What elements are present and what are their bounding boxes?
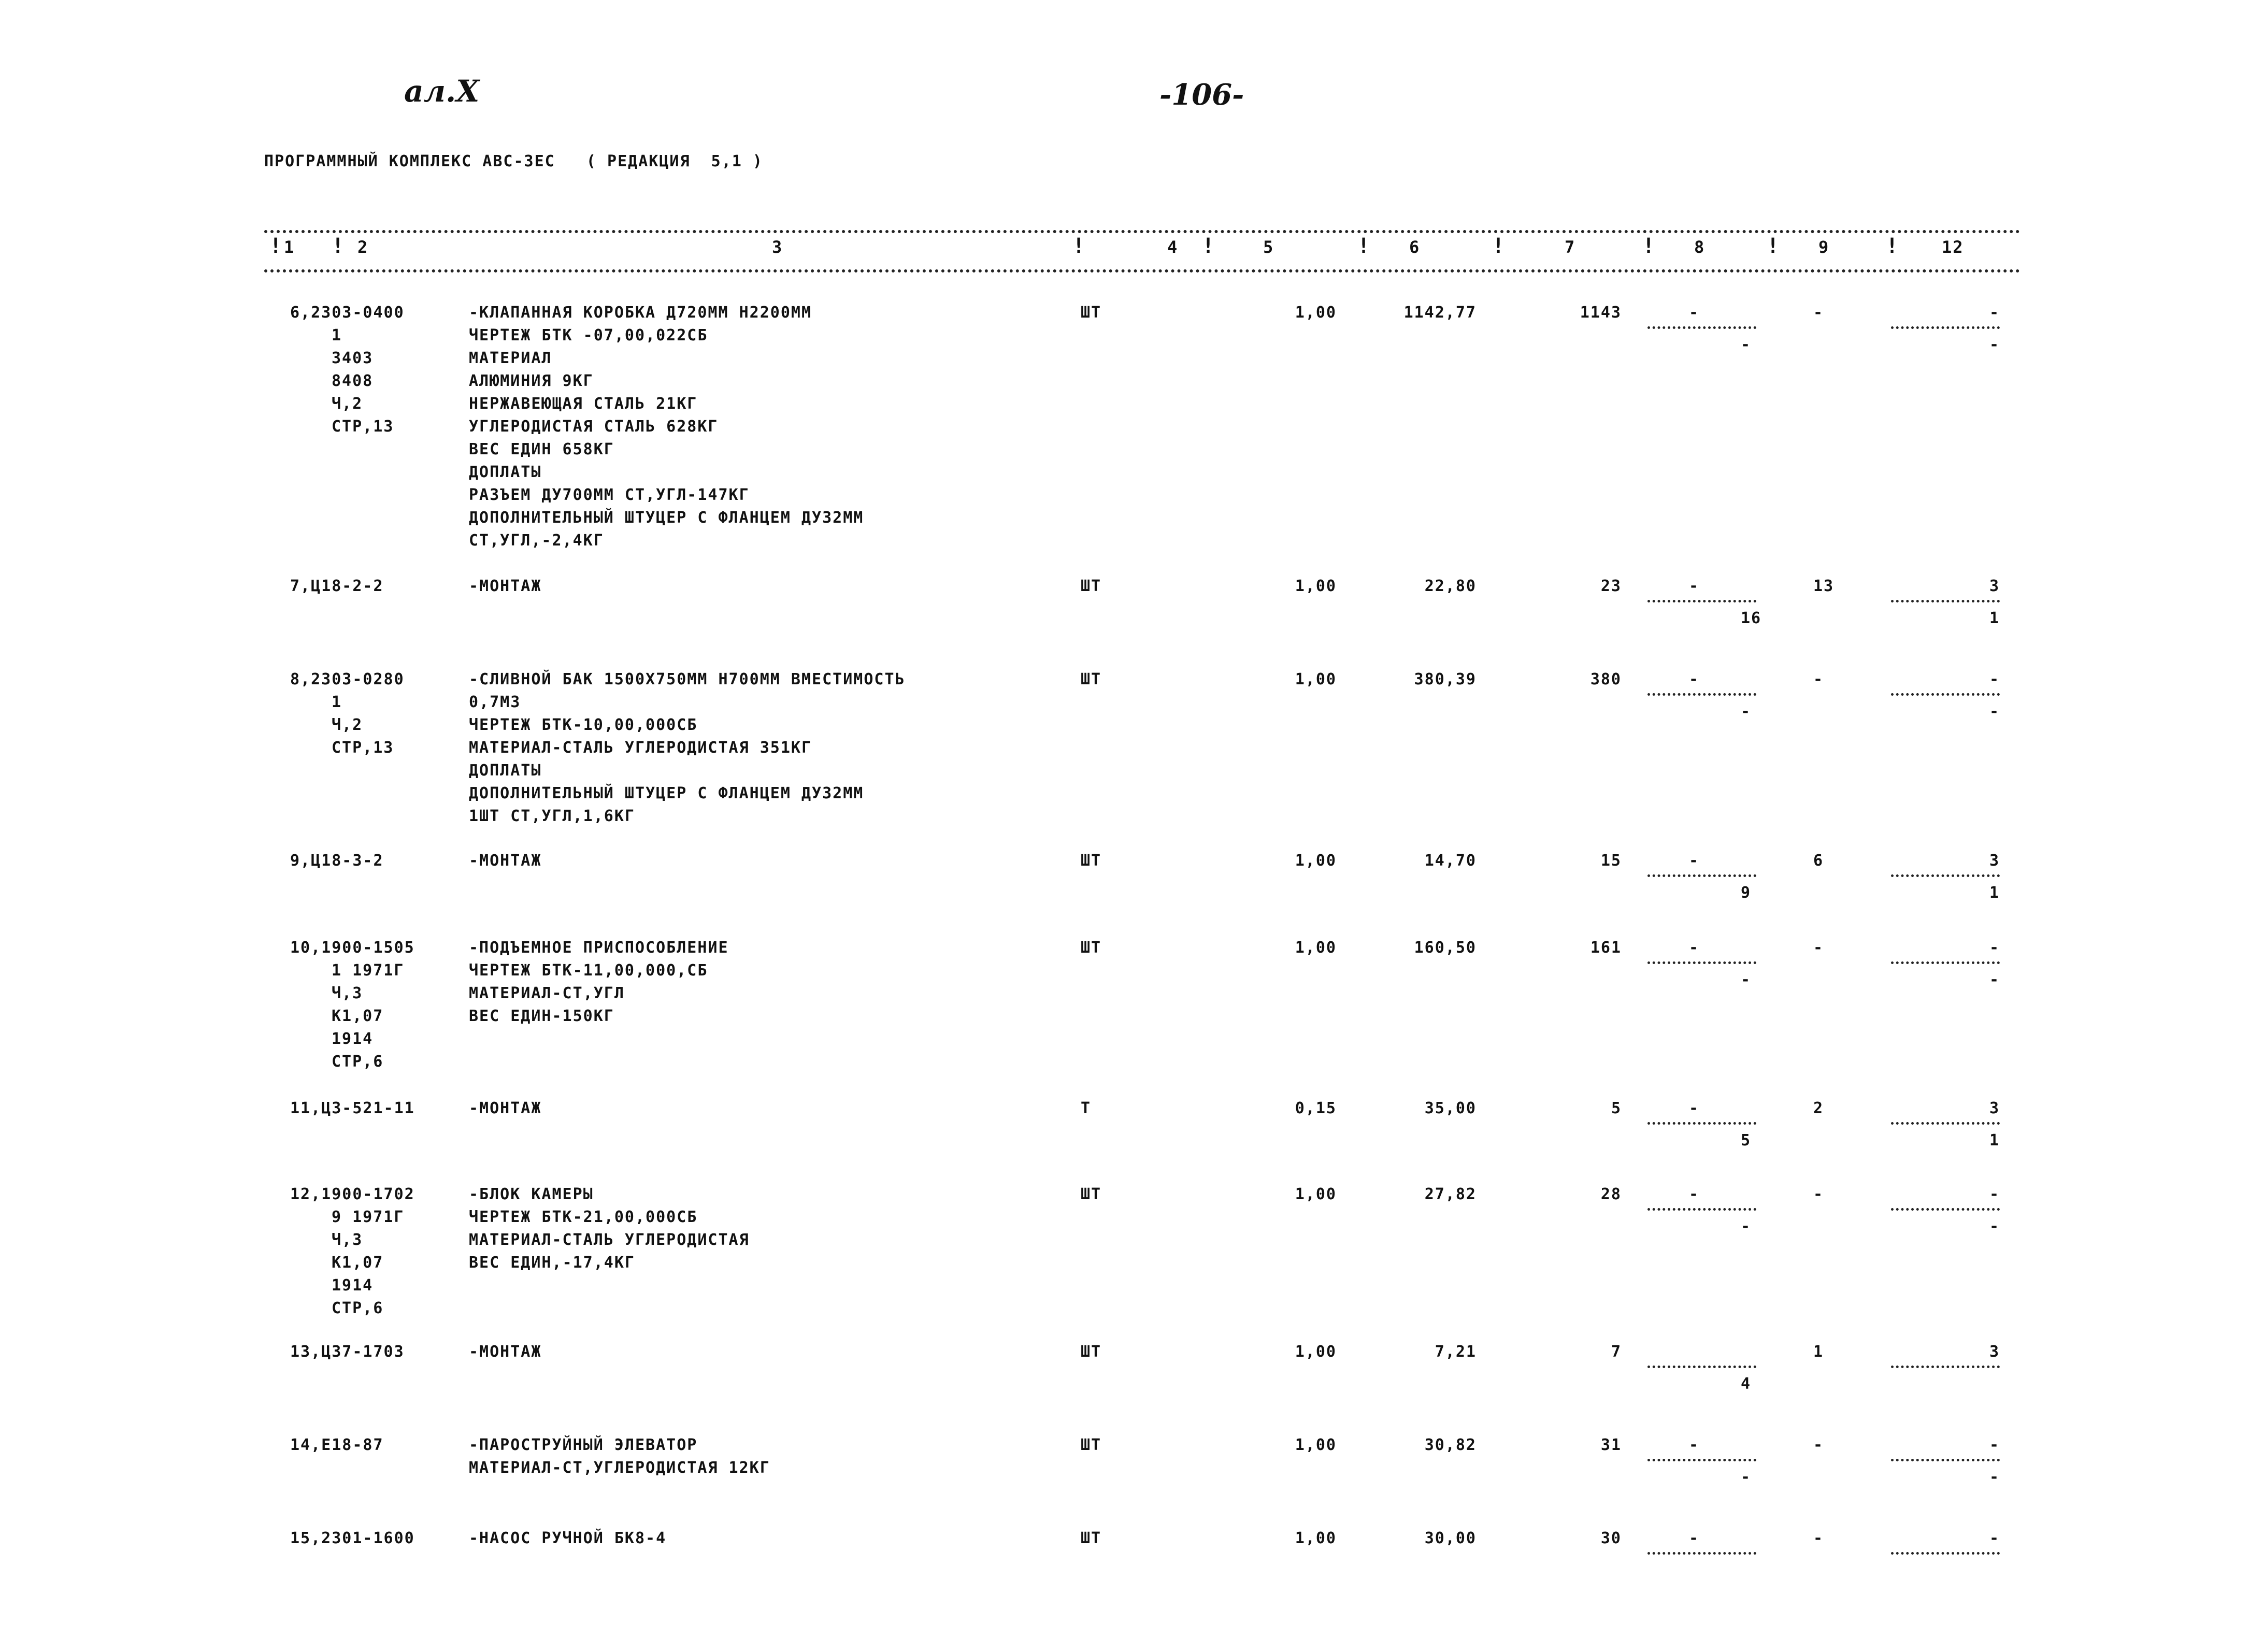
row-sub-ref: К1,07 xyxy=(332,1254,384,1272)
row-description: -КЛАПАННАЯ КОРОБКА Д720ММ Н2200ММ xyxy=(469,304,812,322)
row-col9: - xyxy=(1813,1436,1824,1454)
row-col12-top: 3 xyxy=(1989,852,2000,870)
row-col12-bottom: 1 xyxy=(1989,1131,2000,1150)
row-unit: ШТ xyxy=(1081,577,1102,595)
row-col12-top: - xyxy=(1989,1436,2000,1454)
row-description-line: МАТЕРИАЛ-СТ,УГЛ xyxy=(469,984,625,1002)
row-col8-top: - xyxy=(1689,1185,1700,1203)
row-col8-bottom: 9 xyxy=(1741,884,1752,902)
header-rule-bottom xyxy=(264,269,2021,272)
row-col9: - xyxy=(1813,1185,1824,1203)
fraction-divider xyxy=(1647,1366,1756,1368)
row-description-line: ЧЕРТЕЖ БТК-11,00,000,СБ xyxy=(469,961,708,980)
fraction-divider xyxy=(1647,1459,1756,1461)
row-sub-ref: Ч,3 xyxy=(332,984,363,1002)
fraction-divider xyxy=(1647,1552,1756,1555)
row-col12-bottom: 1 xyxy=(1989,884,2000,902)
row-description-line: ВЕС ЕДИН 658КГ xyxy=(469,440,614,458)
row-price: 30,82 xyxy=(1424,1436,1477,1454)
fraction-divider xyxy=(1647,1208,1756,1211)
header-separator: ! xyxy=(269,234,282,258)
row-unit: ШТ xyxy=(1081,1343,1102,1361)
row-quantity: 1,00 xyxy=(1295,852,1337,870)
program-title: ПРОГРАММНЫЙ КОМПЛЕКС АВС-3ЕС ( РЕДАКЦИЯ 5,1 ) xyxy=(264,152,763,170)
row-code: 7,Ц18-2-2 xyxy=(290,577,384,595)
header-separator: ! xyxy=(1886,234,1899,258)
col-header-6: 6 xyxy=(1409,237,1421,257)
row-total: 7 xyxy=(1611,1343,1622,1361)
row-col8-top: - xyxy=(1689,670,1700,688)
row-total: 5 xyxy=(1611,1099,1622,1117)
row-total: 15 xyxy=(1600,852,1622,870)
fraction-divider xyxy=(1891,1552,2000,1555)
row-description-line: УГЛЕРОДИСТАЯ СТАЛЬ 628КГ xyxy=(469,418,719,436)
row-description-line: СТ,УГЛ,-2,4КГ xyxy=(469,531,604,550)
row-sub-ref: 3403 xyxy=(332,349,374,367)
row-price: 1142,77 xyxy=(1403,304,1477,322)
row-code: 11,Ц3-521-11 xyxy=(290,1099,415,1117)
row-unit: ШТ xyxy=(1081,1436,1102,1454)
row-total: 30 xyxy=(1600,1529,1622,1547)
row-col12-top: - xyxy=(1989,1529,2000,1547)
row-col8-bottom: - xyxy=(1741,702,1752,721)
row-col8-bottom: - xyxy=(1741,971,1752,989)
row-col8-bottom: 16 xyxy=(1741,609,1762,627)
row-description: -БЛОК КАМЕРЫ xyxy=(469,1185,594,1203)
row-total: 31 xyxy=(1600,1436,1622,1454)
row-description: -МОНТАЖ xyxy=(469,1099,542,1117)
row-col9: 1 xyxy=(1813,1343,1824,1361)
row-col8-bottom: 5 xyxy=(1741,1131,1752,1150)
row-price: 22,80 xyxy=(1424,577,1477,595)
row-col8-bottom: 4 xyxy=(1741,1375,1752,1393)
row-description-line: ДОПЛАТЫ xyxy=(469,463,542,481)
fraction-divider xyxy=(1647,961,1756,964)
row-code: 12,1900-1702 xyxy=(290,1185,415,1203)
row-description-line: 1ШТ СТ,УГЛ,1,6КГ xyxy=(469,807,635,825)
row-description-line: ЧЕРТЕЖ БТК-10,00,000СБ xyxy=(469,716,698,734)
row-col8-top: - xyxy=(1689,939,1700,957)
row-col12-top: - xyxy=(1989,670,2000,688)
row-sub-ref: 1 xyxy=(332,693,342,711)
header-separator: ! xyxy=(1202,234,1215,258)
fraction-divider xyxy=(1647,326,1756,329)
row-col9: - xyxy=(1813,670,1824,688)
row-col9: - xyxy=(1813,939,1824,957)
col-header-7: 7 xyxy=(1565,237,1576,257)
row-col12-top: 3 xyxy=(1989,1343,2000,1361)
row-sub-ref: К1,07 xyxy=(332,1007,384,1025)
row-col12-top: 3 xyxy=(1989,577,2000,595)
row-description: -НАСОС РУЧНОЙ БК8-4 xyxy=(469,1529,667,1547)
row-description-line: МАТЕРИАЛ-СТАЛЬ УГЛЕРОДИСТАЯ 351КГ xyxy=(469,739,812,757)
fraction-divider xyxy=(1891,1366,2000,1368)
row-description: -ПОДЪЕМНОЕ ПРИСПОСОБЛЕНИЕ xyxy=(469,939,729,957)
row-col9: 13 xyxy=(1813,577,1835,595)
row-sub-ref: 1 1971Г xyxy=(332,961,405,980)
row-quantity: 1,00 xyxy=(1295,304,1337,322)
row-description-line: ДОПЛАТЫ xyxy=(469,762,542,780)
col-header-5: 5 xyxy=(1263,237,1274,257)
row-description: -МОНТАЖ xyxy=(469,577,542,595)
col-header-12: 12 xyxy=(1942,237,1964,257)
row-code: 14,Е18-87 xyxy=(290,1436,384,1454)
header-rule-top xyxy=(264,230,2021,233)
row-description-line: ВЕС ЕДИН,-17,4КГ xyxy=(469,1254,635,1272)
row-sub-ref: СТР,6 xyxy=(332,1053,384,1071)
row-quantity: 1,00 xyxy=(1295,1529,1337,1547)
row-unit: ШТ xyxy=(1081,670,1102,688)
row-total: 380 xyxy=(1590,670,1622,688)
row-price: 35,00 xyxy=(1424,1099,1477,1117)
row-sub-ref: СТР,13 xyxy=(332,739,394,757)
row-total: 28 xyxy=(1600,1185,1622,1203)
row-description-line: ДОПОЛНИТЕЛЬНЫЙ ШТУЦЕР С ФЛАНЦЕМ ДУ32ММ xyxy=(469,784,864,802)
row-total: 161 xyxy=(1590,939,1622,957)
row-col8-top: - xyxy=(1689,1436,1700,1454)
row-description-line: РАЗЪЕМ ДУ700ММ СТ,УГЛ-147КГ xyxy=(469,486,750,504)
row-unit: Т xyxy=(1081,1099,1092,1117)
fraction-divider xyxy=(1891,961,2000,964)
row-price: 30,00 xyxy=(1424,1529,1477,1547)
margin-note: ал.Х xyxy=(404,74,480,109)
row-col12-bottom: 1 xyxy=(1989,609,2000,627)
row-code: 6,2303-0400 xyxy=(290,304,405,322)
row-total: 23 xyxy=(1600,577,1622,595)
header-separator: ! xyxy=(1492,234,1505,258)
header-separator: ! xyxy=(332,234,345,258)
row-col9: 6 xyxy=(1813,852,1824,870)
col-header-2: 2 xyxy=(357,237,369,257)
col-header-9: 9 xyxy=(1818,237,1830,257)
fraction-divider xyxy=(1891,1208,2000,1211)
fraction-divider xyxy=(1891,693,2000,696)
row-col12-top: 3 xyxy=(1989,1099,2000,1117)
row-col9: 2 xyxy=(1813,1099,1824,1117)
row-unit: ШТ xyxy=(1081,1185,1102,1203)
row-col8-top: - xyxy=(1689,1099,1700,1117)
fraction-divider xyxy=(1891,326,2000,329)
row-price: 14,70 xyxy=(1424,852,1477,870)
row-col12-bottom: - xyxy=(1989,1217,2000,1236)
row-price: 160,50 xyxy=(1414,939,1477,957)
row-quantity: 0,15 xyxy=(1295,1099,1337,1117)
row-code: 15,2301-1600 xyxy=(290,1529,415,1547)
col-header-3: 3 xyxy=(772,237,783,257)
row-quantity: 1,00 xyxy=(1295,1185,1337,1203)
fraction-divider xyxy=(1891,874,2000,877)
fraction-divider xyxy=(1647,874,1756,877)
row-description-line: ЧЕРТЕЖ БТК -07,00,022СБ xyxy=(469,326,708,344)
fraction-divider xyxy=(1647,693,1756,696)
row-sub-ref: 1 xyxy=(332,326,342,344)
row-col8-bottom: - xyxy=(1741,1468,1752,1486)
row-description: -МОНТАЖ xyxy=(469,1343,542,1361)
fraction-divider xyxy=(1891,1459,2000,1461)
row-col8-top: - xyxy=(1689,577,1700,595)
row-col8-bottom: - xyxy=(1741,336,1752,354)
row-description: -СЛИВНОЙ БАК 1500Х750ММ Н700ММ ВМЕСТИМОСТЬ xyxy=(469,670,906,688)
row-description: -МОНТАЖ xyxy=(469,852,542,870)
row-col12-bottom: - xyxy=(1989,702,2000,721)
row-sub-ref: СТР,6 xyxy=(332,1299,384,1317)
row-unit: ШТ xyxy=(1081,939,1102,957)
row-description-line: 0,7М3 xyxy=(469,693,521,711)
row-sub-ref: 1914 xyxy=(332,1276,374,1295)
row-col12-bottom: - xyxy=(1989,971,2000,989)
row-col8-top: - xyxy=(1689,304,1700,322)
row-quantity: 1,00 xyxy=(1295,1436,1337,1454)
row-description-line: АЛЮМИНИЯ 9КГ xyxy=(469,372,594,390)
col-header-4: 4 xyxy=(1167,237,1179,257)
row-price: 7,21 xyxy=(1435,1343,1477,1361)
row-col9: - xyxy=(1813,304,1824,322)
row-quantity: 1,00 xyxy=(1295,577,1337,595)
row-price: 27,82 xyxy=(1424,1185,1477,1203)
row-code: 10,1900-1505 xyxy=(290,939,415,957)
row-sub-ref: 1914 xyxy=(332,1030,374,1048)
row-sub-ref: Ч,2 xyxy=(332,395,363,413)
row-code: 9,Ц18-3-2 xyxy=(290,852,384,870)
col-header-1: 1 xyxy=(284,237,295,257)
header-separator: ! xyxy=(1767,234,1780,258)
row-description-line: НЕРЖАВЕЮЩАЯ СТАЛЬ 21КГ xyxy=(469,395,698,413)
col-header-8: 8 xyxy=(1694,237,1706,257)
row-quantity: 1,00 xyxy=(1295,1343,1337,1361)
row-description-line: ВЕС ЕДИН-150КГ xyxy=(469,1007,614,1025)
fraction-divider xyxy=(1647,1122,1756,1125)
row-col8-top: - xyxy=(1689,1529,1700,1547)
page-number: -106- xyxy=(1159,78,1244,112)
row-sub-ref: 9 1971Г xyxy=(332,1208,405,1226)
fraction-divider xyxy=(1891,600,2000,602)
fraction-divider xyxy=(1891,1122,2000,1125)
row-col8-bottom: - xyxy=(1741,1217,1752,1236)
row-description-line: ДОПОЛНИТЕЛЬНЫЙ ШТУЦЕР С ФЛАНЦЕМ ДУ32ММ xyxy=(469,509,864,527)
fraction-divider xyxy=(1647,600,1756,602)
row-total: 1143 xyxy=(1580,304,1622,322)
row-sub-ref: 8408 xyxy=(332,372,374,390)
row-col9: - xyxy=(1813,1529,1824,1547)
row-col12-bottom: - xyxy=(1989,336,2000,354)
row-unit: ШТ xyxy=(1081,852,1102,870)
row-description-line: МАТЕРИАЛ-СТ,УГЛЕРОДИСТАЯ 12КГ xyxy=(469,1459,770,1477)
row-sub-ref: Ч,2 xyxy=(332,716,363,734)
row-description-line: ЧЕРТЕЖ БТК-21,00,000СБ xyxy=(469,1208,698,1226)
row-sub-ref: Ч,3 xyxy=(332,1231,363,1249)
row-code: 13,Ц37-1703 xyxy=(290,1343,405,1361)
row-col12-top: - xyxy=(1989,1185,2000,1203)
row-unit: ШТ xyxy=(1081,304,1102,322)
row-col12-top: - xyxy=(1989,304,2000,322)
header-separator: ! xyxy=(1357,234,1370,258)
row-code: 8,2303-0280 xyxy=(290,670,405,688)
row-price: 380,39 xyxy=(1414,670,1477,688)
row-quantity: 1,00 xyxy=(1295,670,1337,688)
row-unit: ШТ xyxy=(1081,1529,1102,1547)
header-separator: ! xyxy=(1072,234,1085,258)
row-col12-top: - xyxy=(1989,939,2000,957)
row-col12-bottom: - xyxy=(1989,1468,2000,1486)
row-description-line: МАТЕРИАЛ xyxy=(469,349,552,367)
row-description: -ПАРОСТРУЙНЫЙ ЭЛЕВАТОР xyxy=(469,1436,698,1454)
header-separator: ! xyxy=(1642,234,1655,258)
row-quantity: 1,00 xyxy=(1295,939,1337,957)
row-col8-top: - xyxy=(1689,852,1700,870)
row-sub-ref: СТР,13 xyxy=(332,418,394,436)
row-description-line: МАТЕРИАЛ-СТАЛЬ УГЛЕРОДИСТАЯ xyxy=(469,1231,750,1249)
